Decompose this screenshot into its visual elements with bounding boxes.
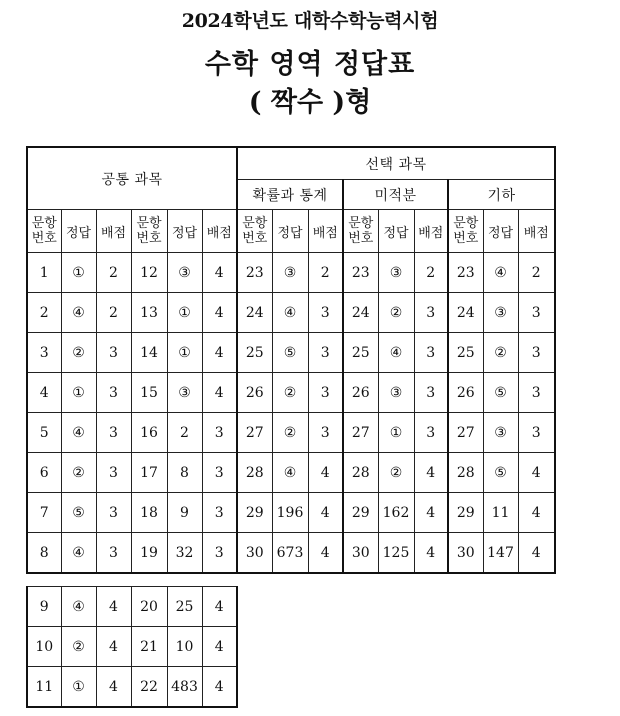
probability-qnum-header [237,210,272,253]
probability-question-number: 27 [237,413,272,453]
calculus-question-number: 23 [343,253,378,293]
common-right-score-cell: 3 [202,413,237,453]
calculus-score-cell: 3 [414,333,448,373]
calculus-score-cell: 3 [414,373,448,413]
common-right-score-header-label: 배점 [206,225,232,241]
probability-answer-cell: ④ [272,293,308,333]
probability-score-cell: 4 [308,453,343,493]
elective-subject-header: 선택 과목 [237,147,555,180]
common-right-answer-cell: ③ [167,253,202,293]
probability-score-cell: 2 [308,253,343,293]
common-left-question-number: 11 [27,667,61,708]
common-left-score-cell: 3 [96,493,131,533]
answer-key-title: 수학 영역 정답표 [204,49,416,80]
common-left-answer-cell: ① [61,667,96,708]
probability-question-number: 29 [237,493,272,533]
common-left-score-cell: 3 [96,413,131,453]
common-right-answer-cell: 8 [167,453,202,493]
geometry-score-cell: 2 [518,253,555,293]
probability-question-number: 23 [237,253,272,293]
probability-question-number: 28 [237,453,272,493]
common-right-score-cell: 3 [202,493,237,533]
common-right-question-number: 12 [131,253,167,293]
common-left-question-number: 1 [27,253,61,293]
probability-score-header-label: 배점 [312,225,338,241]
subject-probability-header: 확률과 통계 [237,180,343,210]
common-right-answer-header-label: 정답 [171,225,198,241]
geometry-score-cell: 3 [518,413,555,453]
probability-score-cell: 3 [308,373,343,413]
calculus-question-number: 27 [343,413,378,453]
table-row [27,627,237,667]
geometry-answer-cell: ⑤ [483,453,518,493]
probability-score-cell: 4 [308,533,343,574]
geometry-question-number: 23 [448,253,483,293]
calculus-score-cell: 4 [414,533,448,574]
calculus-question-number: 29 [343,493,378,533]
geometry-answer-cell: ③ [483,293,518,333]
calculus-answer-cell: ③ [378,253,414,293]
common-right-qnum-header [131,210,167,253]
geometry-score-cell: 4 [518,533,555,574]
geometry-answer-cell: ④ [483,253,518,293]
geometry-answer-cell: ⑤ [483,373,518,413]
geometry-score-cell: 4 [518,453,555,493]
probability-answer-cell: ④ [272,453,308,493]
common-left-answer-cell: ② [61,333,96,373]
common-left-qnum-header [27,210,61,253]
common-right-qnum-header-label: 문항 번호 [136,216,162,246]
probability-score-cell: 3 [308,413,343,453]
probability-score-cell: 3 [308,333,343,373]
table-row [27,587,237,627]
common-right-score-cell: 4 [202,627,237,667]
geometry-answer-cell: ② [483,333,518,373]
table-row [27,253,555,293]
common-left-score-header-label: 배점 [100,225,127,241]
geometry-answer-header [483,210,518,253]
geometry-answer-cell: 11 [483,493,518,533]
probability-score-cell: 4 [308,493,343,533]
subject-calculus-header: 미적분 [343,180,448,210]
probability-answer-cell: ⑤ [272,333,308,373]
common-right-question-number: 15 [131,373,167,413]
common-right-score-cell: 4 [202,253,237,293]
common-left-score-cell: 2 [96,293,131,333]
geometry-answer-cell: 147 [483,533,518,574]
common-right-question-number: 20 [131,587,167,627]
common-left-score-cell: 2 [96,253,131,293]
geometry-question-number: 28 [448,453,483,493]
geometry-question-number: 25 [448,333,483,373]
common-right-answer-cell: ③ [167,373,202,413]
common-left-answer-cell: ⑤ [61,493,96,533]
common-right-score-cell: 4 [202,587,237,627]
calculus-qnum-header [343,210,378,253]
geometry-answer-cell: ③ [483,413,518,453]
geometry-score-cell: 3 [518,373,555,413]
calculus-answer-cell: ④ [378,333,414,373]
probability-answer-cell: 196 [272,493,308,533]
common-right-question-number: 17 [131,453,167,493]
probability-answer-cell: ② [272,373,308,413]
geometry-question-number: 27 [448,413,483,453]
calculus-score-header-label: 배점 [418,225,444,241]
common-left-score-cell: 3 [96,533,131,574]
common-right-score-cell: 4 [202,667,237,708]
probability-qnum-header-label: 문항 번호 [242,216,268,246]
common-right-answer-cell: 9 [167,493,202,533]
common-left-qnum-header-label: 문항 번호 [31,216,57,246]
common-right-answer-cell: ① [167,333,202,373]
common-left-answer-cell: ② [61,453,96,493]
common-right-score-cell: 4 [202,333,237,373]
geometry-score-header-label: 배점 [523,225,549,241]
common-left-answer-cell: ④ [61,587,96,627]
common-left-answer-cell: ① [61,253,96,293]
common-left-score-cell: 3 [96,333,131,373]
probability-score-cell: 3 [308,293,343,333]
common-left-score-header [96,210,131,253]
table-row [27,373,555,413]
probability-answer-header [272,210,308,253]
geometry-answer-header-label: 정답 [487,225,514,241]
geometry-score-cell: 3 [518,293,555,333]
common-right-score-cell: 4 [202,373,237,413]
geometry-question-number: 30 [448,533,483,574]
probability-answer-cell: ③ [272,253,308,293]
exam-year-title: 2024학년도 대학수학능력시험 [181,10,439,32]
common-left-question-number: 5 [27,413,61,453]
common-left-score-cell: 4 [96,587,131,627]
calculus-answer-cell: ② [378,293,414,333]
common-left-question-number: 10 [27,627,61,667]
common-left-question-number: 6 [27,453,61,493]
table-row [27,533,555,574]
geometry-question-number: 29 [448,493,483,533]
geometry-question-number: 26 [448,373,483,413]
common-right-question-number: 22 [131,667,167,708]
common-left-score-cell: 4 [96,667,131,708]
geometry-score-header [518,210,555,253]
common-right-answer-header [167,210,202,253]
calculus-answer-cell: 125 [378,533,414,574]
common-right-question-number: 21 [131,627,167,667]
exam-type-title: ( 짝수 )형 [248,87,372,118]
common-left-score-cell: 3 [96,373,131,413]
subject-geometry-header: 기하 [448,180,555,210]
common-right-answer-cell: 10 [167,627,202,667]
common-right-question-number: 16 [131,413,167,453]
calculus-question-number: 24 [343,293,378,333]
calculus-answer-header-label: 정답 [383,225,409,241]
calculus-answer-cell: ③ [378,373,414,413]
answer-table-continued [26,586,238,708]
calculus-question-number: 25 [343,333,378,373]
common-right-score-cell: 3 [202,453,237,493]
geometry-question-number: 24 [448,293,483,333]
geometry-score-cell: 3 [518,333,555,373]
calculus-qnum-header-label: 문항 번호 [348,216,374,246]
table-row [27,667,237,708]
calculus-question-number: 28 [343,453,378,493]
calculus-score-cell: 4 [414,453,448,493]
calculus-answer-header [378,210,414,253]
table-row [27,293,555,333]
table-row [27,333,555,373]
calculus-score-cell: 2 [414,253,448,293]
common-right-answer-cell: 2 [167,413,202,453]
common-left-score-cell: 3 [96,453,131,493]
calculus-score-cell: 3 [414,413,448,453]
common-right-answer-cell: ① [167,293,202,333]
common-subject-header: 공통 과목 [27,147,237,210]
common-right-question-number: 13 [131,293,167,333]
common-right-question-number: 18 [131,493,167,533]
calculus-score-header [414,210,448,253]
common-right-question-number: 14 [131,333,167,373]
probability-question-number: 24 [237,293,272,333]
common-right-score-cell: 3 [202,533,237,574]
common-left-score-cell: 4 [96,627,131,667]
probability-answer-cell: ② [272,413,308,453]
common-left-answer-cell: ④ [61,293,96,333]
calculus-question-number: 30 [343,533,378,574]
geometry-qnum-header-label: 문항 번호 [453,216,479,246]
common-left-question-number: 8 [27,533,61,574]
calculus-answer-cell: 162 [378,493,414,533]
common-left-answer-header [61,210,96,253]
table-row [27,413,555,453]
probability-question-number: 26 [237,373,272,413]
common-left-question-number: 3 [27,333,61,373]
common-left-answer-cell: ④ [61,413,96,453]
probability-score-header [308,210,343,253]
table-row [27,453,555,493]
probability-answer-cell: 673 [272,533,308,574]
calculus-score-cell: 3 [414,293,448,333]
probability-question-number: 25 [237,333,272,373]
calculus-answer-cell: ① [378,413,414,453]
common-right-answer-cell: 483 [167,667,202,708]
geometry-score-cell: 4 [518,493,555,533]
calculus-question-number: 26 [343,373,378,413]
common-right-score-header [202,210,237,253]
answer-table [26,146,556,574]
table-row [27,493,555,533]
common-right-score-cell: 4 [202,293,237,333]
geometry-qnum-header [448,210,483,253]
probability-question-number: 30 [237,533,272,574]
common-left-answer-cell: ② [61,627,96,667]
common-left-question-number: 9 [27,587,61,627]
calculus-score-cell: 4 [414,493,448,533]
common-left-answer-header-label: 정답 [65,225,92,241]
common-left-answer-cell: ① [61,373,96,413]
common-left-question-number: 7 [27,493,61,533]
common-left-answer-cell: ④ [61,533,96,574]
probability-answer-header-label: 정답 [277,225,303,241]
common-left-question-number: 4 [27,373,61,413]
common-left-question-number: 2 [27,293,61,333]
common-right-answer-cell: 25 [167,587,202,627]
calculus-answer-cell: ② [378,453,414,493]
common-right-question-number: 19 [131,533,167,574]
common-right-answer-cell: 32 [167,533,202,574]
